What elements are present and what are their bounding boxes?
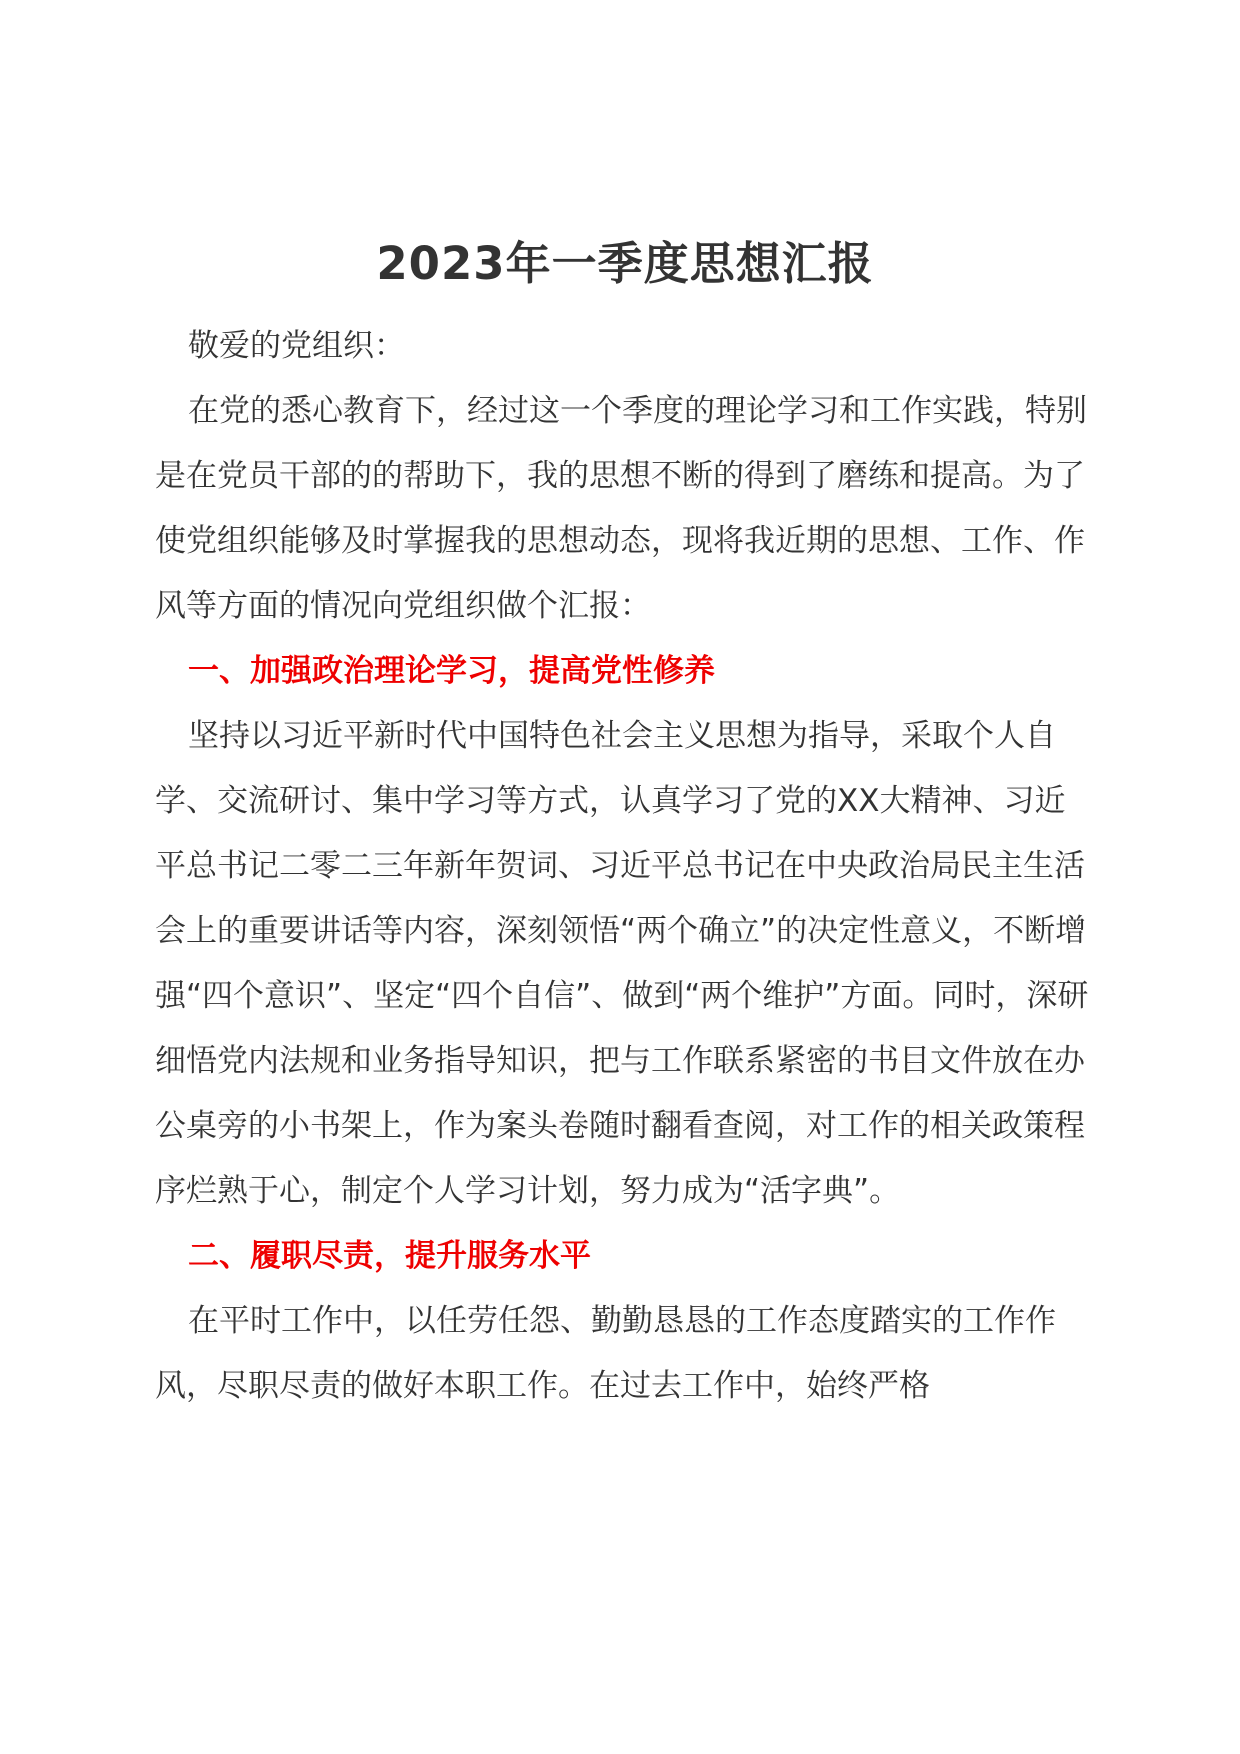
section-heading-1: 一、加强政治理论学习，提高党性修养 <box>188 653 715 689</box>
section-body-2: 在平时工作中，以任劳任怨、勤勤恳恳的工作态度踏实的工作作风，尽职尽责的做好本职工作。在过去工作中，始终严格 <box>155 1303 1056 1404</box>
document-page <box>155 232 1095 1419</box>
section-heading-2: 二、履职尽责，提升服务水平 <box>188 1238 591 1274</box>
greeting: 敬爱的党组织： <box>188 328 405 364</box>
section-body-1: 坚持以习近平新时代中国特色社会主义思想为指导，采取个人自学、交流研讨、集中学习等方式，认真学习了党的XX大精神、习近平总书记二零二三年新年贺词、习近平总书记在中央政治局民主生活会上的重要讲话等内容，深刻领悟“两个确立”的决定性意义，不断增强“四个意识”、坚定“四个自信”、做到“两个维护”方面。同时，深研细悟党内法规和业务指导知识，把与工作联系紧密的书目文件放在办公桌旁的小书架上，作为案头卷随时翻看查阅，对工作的相关政策程序烂熟于心，制定个人学习计划，努力成为“活字典”。 <box>155 718 1089 1209</box>
intro-paragraph: 在党的悉心教育下，经过这一个季度的理论学习和工作实践，特别是在党员干部的的帮助下，我的思想不断的得到了磨练和提高。为了使党组织能够及时掌握我的思想动态，现将我近期的思想、工作、作风等方面的情况向党组织做个汇报： <box>155 393 1087 624</box>
document-title: 2023年一季度思想汇报 <box>376 237 874 290</box>
